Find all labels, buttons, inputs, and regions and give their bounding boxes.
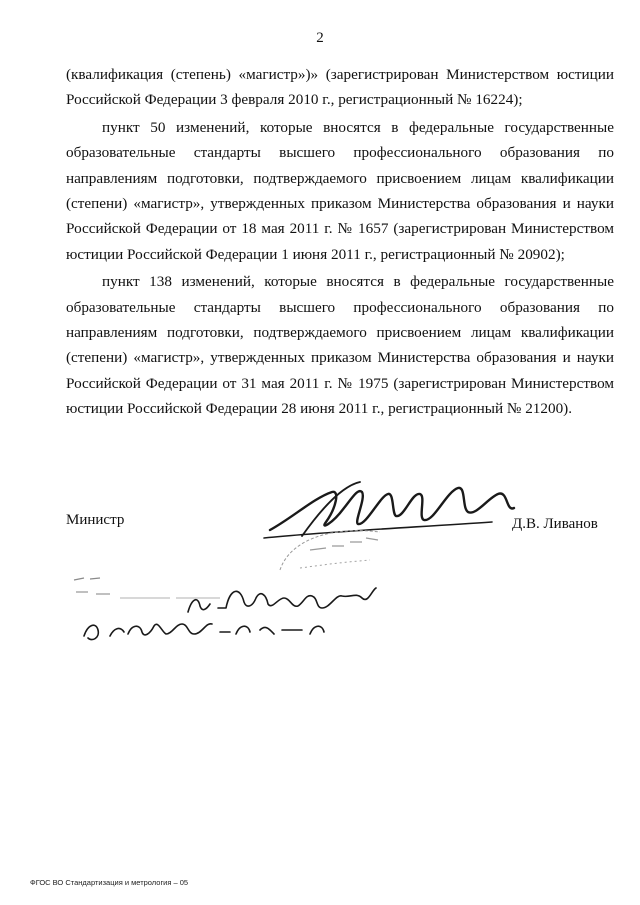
paragraph-2: пункт 50 изменений, которые вносятся в федеральные государственные образовательные стандарты высшего профессионального образования по направлениям подготовки, подтверждаемого присвоением лицам квалификации (степени) «магистр», утвержденных приказом Министерства образования и науки Российской Федерации от 18 мая 2011 г. № 1657 (зарегистрирован Министерством юстиции Российской Федерации 1 июня 2011 г., регистрационный № 20902); bbox=[66, 118, 614, 263]
document-footer: ФГОС ВО Стандартизация и метрология – 05 bbox=[30, 878, 189, 887]
page-number: 2 bbox=[316, 30, 324, 46]
document-body bbox=[66, 62, 614, 422]
certification-handwriting-image bbox=[70, 568, 390, 648]
paragraph-3: пункт 138 изменений, которые вносятся в федеральные государственные образовательные стандарты высшего профессионального образования по направлениям подготовки, подтверждаемого присвоением лицам квалификации (степени) «магистр», утвержденных приказом Министерства образования и науки Российской Федерации от 31 мая 2011 г. № 1975 (зарегистрирован Министерством юстиции Российской Федерации 28 июня 2011 г., регистрационный № 21200). bbox=[66, 273, 614, 418]
paragraph-1: (квалификация (степень) «магистр»)» (зарегистрирован Министерством юстиции Российской Федерации 3 февраля 2010 г., регистрационный № 16224); bbox=[66, 66, 614, 109]
minister-title: Министр bbox=[66, 512, 125, 528]
minister-name: Д.В. Ливанов bbox=[512, 516, 598, 532]
